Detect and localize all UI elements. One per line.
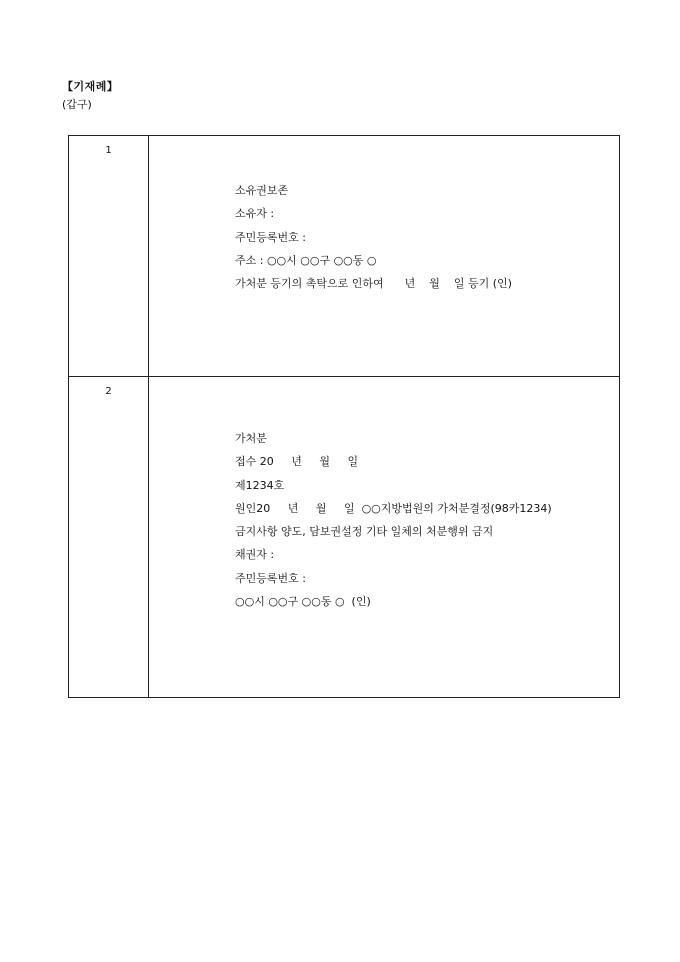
section-label: (갑구) bbox=[62, 98, 92, 111]
document-heading: 【기재례】 bbox=[62, 80, 119, 93]
entry-line: 소유권보존 bbox=[235, 184, 289, 197]
entry-number: 1 bbox=[69, 136, 149, 377]
entry-line: 주민등록번호 : bbox=[235, 571, 306, 585]
entry-line: 원인20 년 월 일 ○○지방법원의 가처분결정(98카1234) bbox=[235, 501, 552, 515]
entry-line: 소유자 : bbox=[235, 207, 275, 221]
table-row bbox=[69, 377, 620, 698]
table-row bbox=[69, 136, 620, 377]
entry-number: 2 bbox=[69, 377, 149, 698]
entry-line: 주소 : ○○시 ○○구 ○○동 ○ bbox=[235, 253, 377, 267]
entry-content bbox=[149, 377, 620, 698]
entry-line: 제1234호 bbox=[235, 478, 285, 492]
entry-line: 가처분 등기의 촉탁으로 인하여 년 월 일 등기 (인) bbox=[235, 277, 512, 291]
entry-line: 가처분 bbox=[235, 432, 267, 445]
entry-line: 접수 20 년 월 일 bbox=[235, 455, 359, 469]
register-table bbox=[68, 135, 620, 698]
entry-content bbox=[149, 136, 620, 377]
entry-line: 채권자 : bbox=[235, 548, 275, 562]
entry-line: 금지사항 양도, 담보권설정 기타 일체의 처분행위 금지 bbox=[235, 525, 494, 539]
entry-line: ○○시 ○○구 ○○동 ○ (인) bbox=[235, 595, 371, 609]
entry-line: 주민등록번호 : bbox=[235, 230, 306, 244]
